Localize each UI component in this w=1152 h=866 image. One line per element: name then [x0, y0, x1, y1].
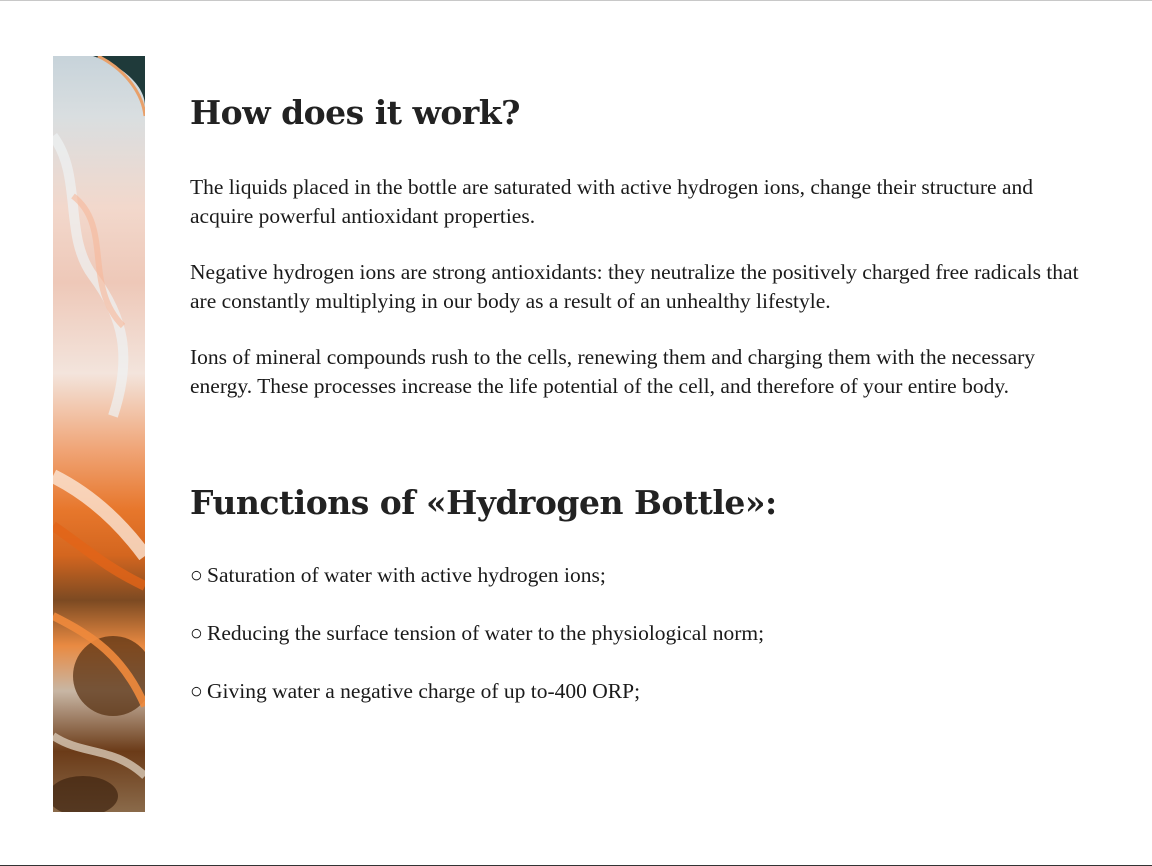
paragraph-2: Negative hydrogen ions are strong antioxidants: they neutralize the positively charged free radicals that are constantly multiplying in our body as a result of an unhealthy lifestyle.: [190, 260, 1079, 313]
how-it-works-heading: How does it work?: [190, 93, 521, 132]
main-content: [190, 91, 1100, 735]
list-item: [190, 677, 1100, 706]
functions-heading: Functions of «Hydrogen Bottle»:: [190, 483, 777, 522]
paragraph-3: Ions of mineral compounds rush to the cells, renewing them and charging them with the necessary energy. These processes increase the life potential of the cell, and therefore of your entire body.: [190, 345, 1036, 398]
fluid-art-swirls: [53, 56, 145, 812]
list-item: [190, 561, 1100, 590]
list-item: [190, 619, 1100, 648]
bullet-circle-icon: ○: [190, 621, 203, 645]
bullet-circle-icon: ○: [190, 679, 203, 703]
list-item-text: Giving water a negative charge of up to-400 ORP;: [207, 679, 641, 703]
bullet-circle-icon: ○: [190, 563, 203, 587]
list-item-text: Reducing the surface tension of water to the physiological norm;: [207, 621, 765, 645]
paragraph-1: The liquids placed in the bottle are saturated with active hydrogen ions, change their structure and acquire powerful antioxidant properties.: [190, 175, 1033, 228]
decorative-fluid-art-image: [53, 56, 145, 812]
list-item-text: Saturation of water with active hydrogen ions;: [207, 563, 606, 587]
